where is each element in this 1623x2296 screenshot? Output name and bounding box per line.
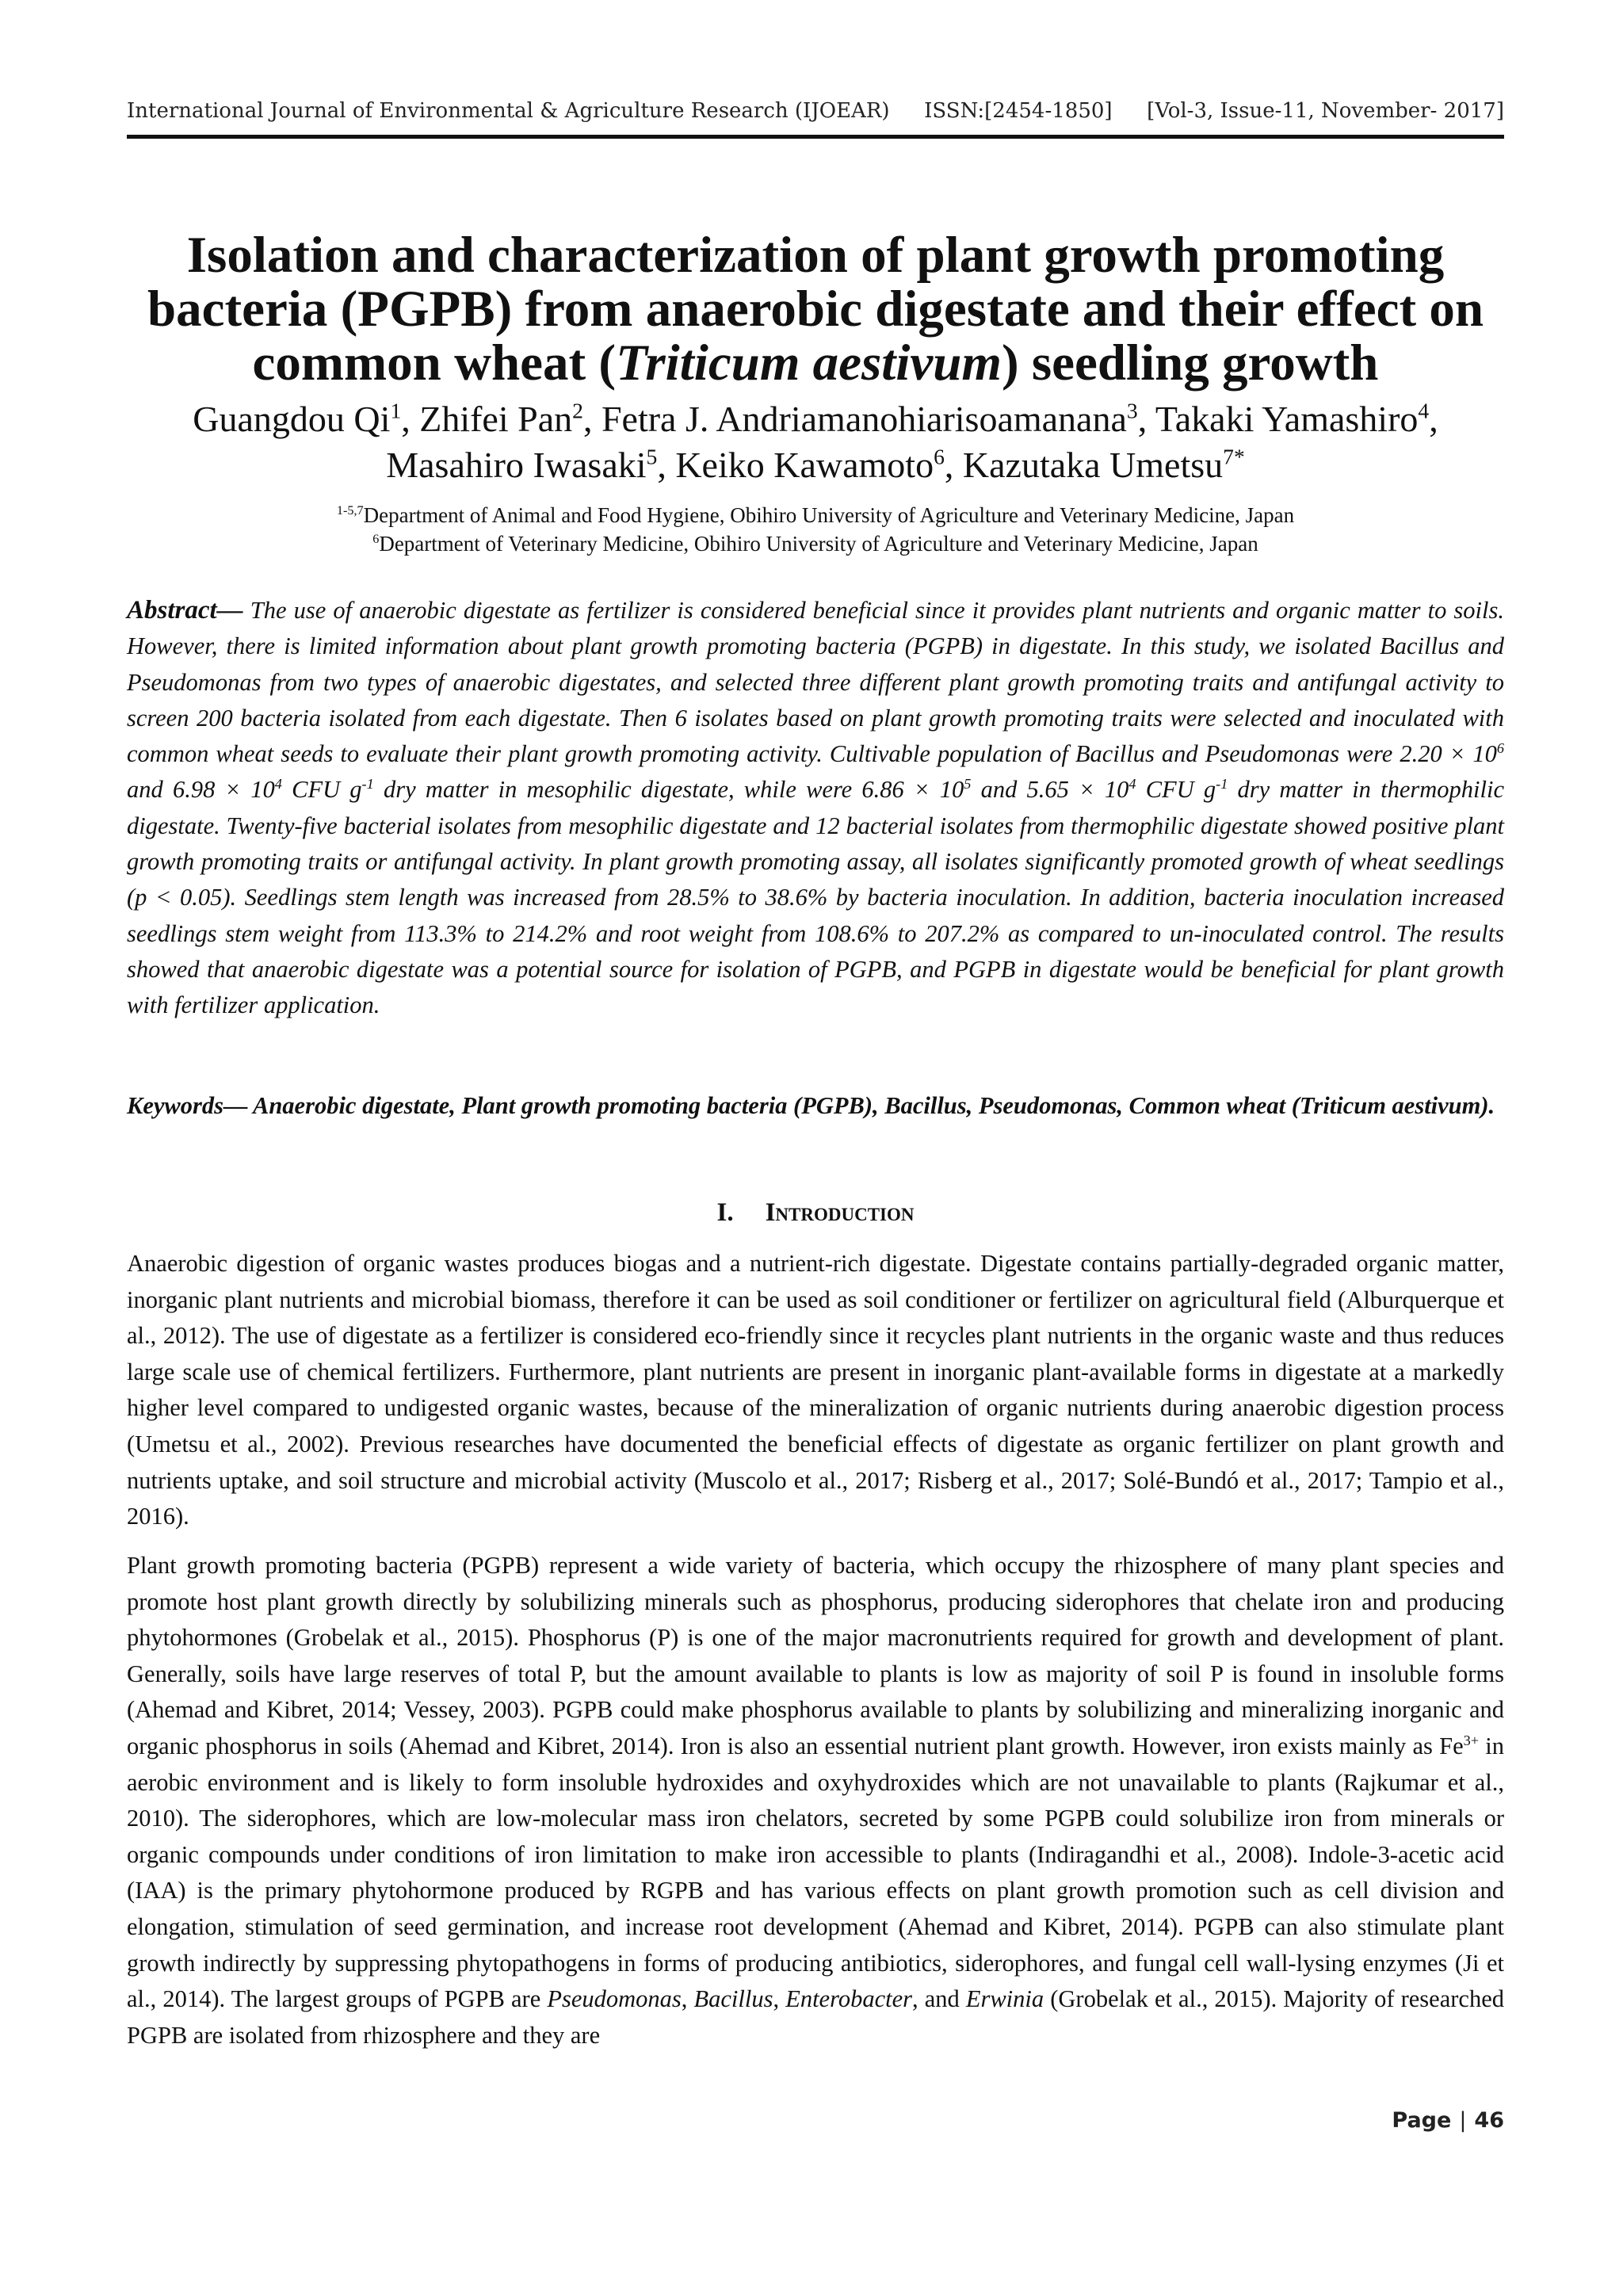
running-header	[127, 99, 1504, 123]
author-list	[127, 396, 1504, 488]
affiliation-text: Department of Veterinary Medicine, Obihiro University of Agriculture and Veterinary Medicine, Japan	[379, 532, 1258, 556]
affiliation-text: Department of Animal and Food Hygiene, Obihiro University of Agriculture and Veterinary Medicine, Japan	[363, 503, 1295, 527]
exponent: -1	[1216, 776, 1228, 793]
paragraph-text: in aerobic environment and is likely to form insoluble hydroxides and oxyhydroxides which are not unavailable to plants (Rajkumar et al., 2010). The siderophores, which are low-molecular mass iron chelators, secreted by some PGPB could solubilize iron from minerals or organic compounds under conditions of iron limitation to make iron accessible to plants (Indiragandhi et al., 2008). Indole-3-acetic acid (IAA) is the primary phytohormone produced by RGPB and has various effects on plant growth promotion such as cell division and elongation, stimulation of seed germination, and increase root development (Ahemad and Kibret, 2014). PGPB can also stimulate plant growth indirectly by suppressing phytopathogens in forms of producing antibiotics, siderophores, and fungal cell wall-lysing enzymes (Ji et al., 2014). The largest groups of PGPB are	[127, 1732, 1504, 2013]
genus-name: Bacillus	[693, 1985, 773, 2013]
author-name: , Fetra J. Andriamanohiarisoamanana	[582, 399, 1127, 439]
author-name: Masahiro Iwasaki	[386, 445, 647, 485]
intro-paragraph-2	[127, 1548, 1504, 2053]
paper-title	[127, 228, 1504, 390]
genus-name: Pseudomonas	[547, 1985, 682, 2013]
page-number-value: 46	[1474, 2108, 1504, 2133]
keywords-text: Anaerobic digestate, Plant growth promoting bacteria (PGPB), Bacillus, Pseudomonas, Common wheat (Triticum aestivum).	[247, 1092, 1495, 1119]
superscript: 3+	[1463, 1732, 1480, 1748]
author-affil-mark: 2	[572, 398, 583, 423]
author-affil-mark: 6	[934, 444, 945, 469]
title-species: Triticum aestivum	[616, 334, 1002, 392]
issn: ISSN:[2454-1850]	[924, 99, 1113, 123]
author-name: , Kazutaka Umetsu	[944, 445, 1224, 485]
title-text: ) seedling growth	[1001, 334, 1379, 392]
author-affil-mark: 5	[646, 444, 658, 469]
author-line	[127, 442, 1504, 488]
author-affil-mark: 1	[390, 398, 402, 423]
volume-issue: [Vol-3, Issue-11, November- 2017]	[1147, 99, 1504, 123]
author-separator: ,	[1429, 399, 1438, 439]
abstract-text: The use of anaerobic digestate as fertilizer is considered beneficial since it provides plant nutrients and organic matter to soils. However, there is limited information about plant growth promoting bacteria (PGPB) in digestate. In this study, we isolated Bacillus and Pseudomonas from two types of anaerobic digestates, and selected three different plant growth promoting traits and antifungal activity to screen 200 bacteria isolated from each digestate. Then 6 isolates based on plant growth promoting traits were selected and inoculated with common wheat seeds to evaluate their plant growth promoting activity. Cultivable population of Bacillus and Pseudomonas were 2.20 × 10	[127, 597, 1504, 768]
paragraph-text: ,	[681, 1985, 694, 2013]
affiliation-line	[127, 529, 1504, 558]
exponent: -1	[361, 776, 374, 793]
page-label: Page	[1392, 2108, 1452, 2133]
section-title: Introduction	[765, 1198, 915, 1227]
abstract	[127, 593, 1504, 1024]
section-number: I.	[716, 1198, 734, 1227]
paragraph-text: , and	[912, 1985, 966, 2013]
exponent: 4	[274, 776, 282, 793]
title-line: bacteria (PGPB) from anaerobic digestate and their effect on	[147, 281, 1484, 338]
author-affil-mark: 4	[1418, 398, 1430, 423]
author-name: , Keiko Kawamoto	[657, 445, 934, 485]
author-affil-mark: 7*	[1223, 444, 1245, 469]
abstract-label: Abstract—	[127, 596, 243, 625]
author-line	[127, 396, 1504, 442]
genus-name: Enterobacter	[785, 1985, 912, 2013]
author-affil-mark: 3	[1126, 398, 1138, 423]
page-separator: |	[1459, 2108, 1467, 2133]
abstract-text: dry matter in mesophilic digestate, while were 6.86 × 10	[373, 776, 964, 804]
genus-name: Erwinia	[965, 1985, 1044, 2013]
journal-name: International Journal of Environmental & Agriculture Research (IJOEAR)	[127, 99, 890, 123]
abstract-text: and 5.65 × 10	[971, 776, 1129, 804]
abstract-text: CFU g	[1136, 776, 1216, 804]
title-line	[127, 336, 1504, 390]
keywords-label: Keywords—	[127, 1092, 248, 1119]
abstract-text: CFU g	[281, 776, 362, 804]
intro-paragraph-1: Anaerobic digestion of organic wastes produces biogas and a nutrient-rich digestate. Digestate contains partially-degraded organic matter, inorganic plant nutrients and microbial biomass, therefore it can be used as soil conditioner or fertilizer on agricultural field (Alburquerque et al., 2012). The use of digestate as a fertilizer is considered eco-friendly since it recycles plant nutrients in the organic waste and thus reduces large scale use of chemical fertilizers. Furthermore, plant nutrients are present in inorganic plant-available forms in digestate at a markedly higher level compared to undigested organic wastes, because of the mineralization of organic nutrients during anaerobic digestion process (Umetsu et al., 2002). Previous researches have documented the beneficial effects of digestate as organic fertilizer on plant growth and nutrients uptake, and soil structure and microbial activity (Muscolo et al., 2017; Risberg et al., 2017; Solé-Bundó et al., 2017; Tampio et al., 2016).	[127, 1250, 1504, 1530]
author-name: Guangdou Qi	[193, 399, 391, 439]
page-number	[1392, 2108, 1504, 2133]
abstract-text: dry matter in thermophilic digestate. Twenty-five bacterial isolates from mesophilic digestate and 12 bacterial isolates from thermophilic digestate showed positive plant growth promoting traits or antifungal activity. In plant growth promoting assay, all isolates significantly promoted growth of wheat seedlings (p < 0.05). Seedlings stem length was increased from 28.5% to 38.6% by bacteria inoculation. In addition, bacteria inoculation increased seedlings stem weight from 113.3% to 214.2% and root weight from 108.6% to 207.2% as compared to un-inoculated control. The results showed that anaerobic digestate was a potential source for isolation of PGPB, and PGPB in digestate would be beneficial for plant growth with fertilizer application.	[127, 776, 1504, 1019]
title-line: Isolation and characterization of plant growth promoting	[186, 227, 1445, 284]
abstract-text: and 6.98 × 10	[127, 776, 275, 804]
title-text: common wheat (	[252, 334, 617, 392]
header-rule	[127, 135, 1504, 139]
affiliation-line	[127, 501, 1504, 529]
affiliation-mark: 6	[372, 532, 380, 546]
section-heading	[127, 1198, 1504, 1228]
paragraph-text: Plant growth promoting bacteria (PGPB) represent a wide variety of bacteria, which occupy the rhizosphere of many plant species and promote host plant growth directly by solubilizing minerals such as phosphorus, producing siderophores that chelate iron and producing phytohormones (Grobelak et al., 2015). Phosphorus (P) is one of the major macronutrients required for growth and development of plant. Generally, soils have large reserves of total P, but the amount available to plants is low as majority of soil P is found in insoluble forms (Ahemad and Kibret, 2014; Vessey, 2003). PGPB could make phosphorus available to plants by solubilizing and mineralizing inorganic and organic phosphorus in soils (Ahemad and Kibret, 2014). Iron is also an essential nutrient plant growth. However, iron exists mainly as Fe	[127, 1552, 1504, 1759]
affiliation-mark: 1-5,7	[336, 503, 364, 518]
exponent: 6	[1496, 740, 1504, 757]
paragraph-text: (Grobelak et al., 2015). Majority of researched PGPB are isolated from rhizosphere and they are	[127, 1985, 1504, 2049]
author-name: , Zhifei Pan	[401, 399, 573, 439]
affiliations	[127, 501, 1504, 558]
keywords	[127, 1088, 1504, 1124]
exponent: 5	[964, 776, 972, 793]
author-name: , Takaki Yamashiro	[1137, 399, 1419, 439]
paragraph-text: ,	[773, 1985, 786, 2013]
exponent: 4	[1128, 776, 1136, 793]
